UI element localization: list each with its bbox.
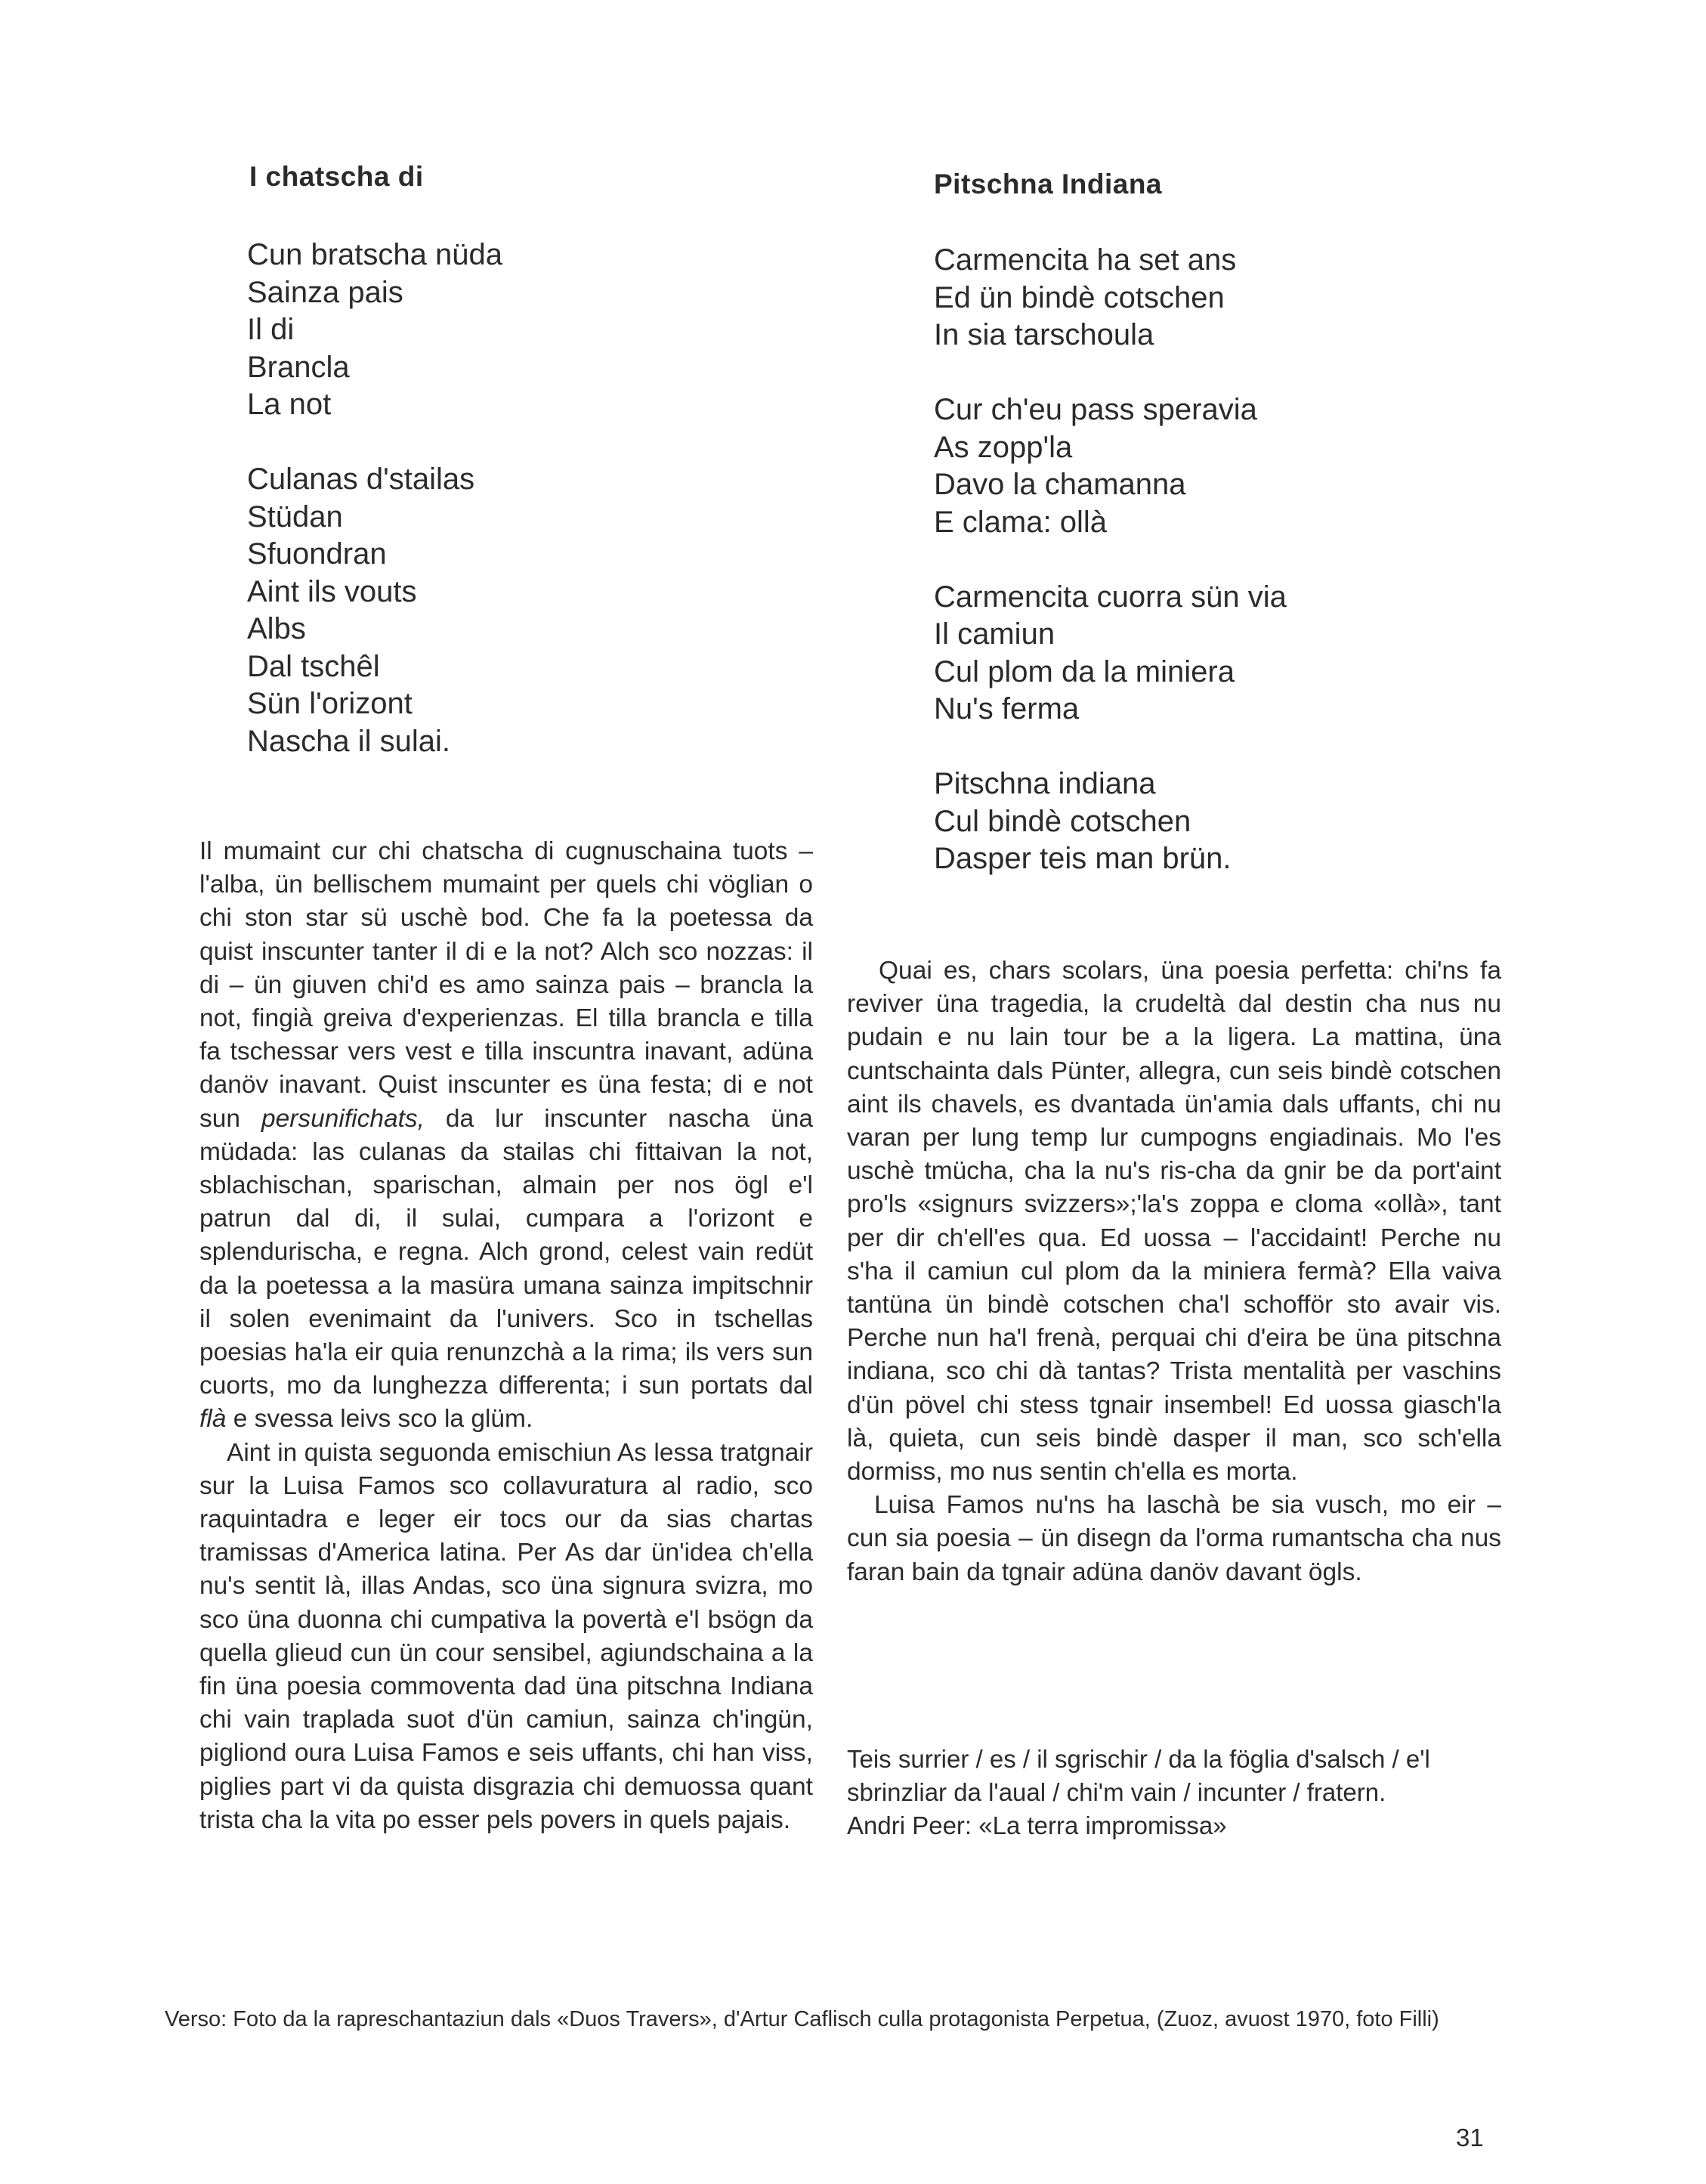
poem-line: Dal tschêl (247, 649, 380, 683)
text-run: e svessa leivs sco la glüm. (233, 1405, 533, 1434)
poem-line: Stüdan (247, 500, 343, 534)
poem-line: Albs (247, 612, 306, 645)
commentary-right (847, 954, 1501, 1589)
text-run: da lur inscunter nascha üna müdada: las culanas da stailas chi fittaivan la not, sblachischan, sparischan, almain per nos ögl e'l patrun dal di, il sulai, cumpara a l'orizont e splendurischa, e regna. Alch grond, celest vain redüt da la poetessa a la masüra umana sainza impitschnir il solen evenimaint da l'univers. Sco in tschellas poesias ha'la eir quia renunzchà a la rima; ils vers sun cuorts, mo da lunghezza differenta; i sun portats dal (199, 1104, 814, 1400)
poem-line: Ed ün bindè cotschen (934, 280, 1225, 314)
stanza (934, 242, 1287, 354)
quote-source: Andri Peer: «La terra impromissa» (847, 1811, 1227, 1839)
poem-line: Cul plom da la miniera (934, 654, 1235, 688)
epigraph-quote (847, 1743, 1501, 1842)
stanza (247, 461, 502, 760)
poem-line: Nu's ferma (934, 692, 1080, 725)
poem-line: Davo la chamanna (934, 468, 1186, 501)
commentary-left (199, 835, 813, 1837)
poem-line: La not (247, 388, 332, 421)
poem-line: Pitschna indiana (934, 767, 1156, 800)
poem-line: Cul bindè cotschen (934, 804, 1191, 838)
paragraph: Luisa Famos nu'ns ha laschà be sia vusch, mo eir – cun sia poesia – ün disegn da l'orma rumantscha cha nus faran bain da tgnair adüna danöv davant ögls. (847, 1491, 1501, 1586)
poem-line: Il di (247, 313, 295, 346)
poem-title-right: Pitschna Indiana (934, 169, 1163, 200)
paragraph: Aint in quista seguonda emischiun As lessa tratgnair sur la Luisa Famos sco collavuratura al radio, sco raquintadra e leger eir tocs our da sias chartas tramissas d'America latina. Per As dar ün'idea ch'ella nu's sentit là, illas Andas, sco üna signura svizra, mo sco üna duonna chi cumpativa la povertà e'l bsögn da quella glieud cun ün cour sensibel, agiundschaina a la fin üna poesia commoventa dad üna pitschna Indiana chi vain traplada suot d'ün camiun, sainza ch'ingün, pigliond oura Luisa Famos e seis uffants, chi han viss, piglies part vi da quista disgrazia chi demuossa quant trista cha la vita po esser pels povers in quels pajais. (199, 1438, 813, 1834)
page-number: 31 (1456, 2124, 1484, 2152)
poem-line: Cun bratscha nüda (247, 238, 503, 271)
poem-line: Sainza pais (247, 275, 403, 309)
poem-line: E clama: ollà (934, 505, 1107, 539)
poem-line: Cur ch'eu pass speravia (934, 393, 1257, 426)
poem-line: Sfuondran (247, 537, 387, 571)
poem-line: Sün l'orizont (247, 687, 413, 720)
paragraph: Quai es, chars scolars, üna poesia perfetta: chi'ns fa reviver üna tragedia, la crudeltà dal destin cha nus nu pudain e nu lain tour be a la ligera. La mattina, üna cuntschainta dals Pünter, allegra, cun seis bindè cotschen aint ils chavels, es dvantada ün'amia dals uffants, chi nu varan per lung temp lur cumpogns engiadinais. Mo l'es uschè tmücha, cha la nu's ris-cha da gnir be da port'aint pro'ls «signurs svizzers»;'la's zoppa e cloma «ollà», tant per dir ch'ell'es qua. Ed uossa – l'accidaint! Perche nu s'ha il camiun cul plom da la miniera fermà? Ella vaiva tantüna ün bindè cotschen cha'l schofför sto avair vis. Perche nun ha'l frenà, perquai chi d'eira be üna pitschna indiana, sco chi dà tantas? Trista mentalità per vaschins d'ün pövel chi stess tgnair insembel! Ed uossa giasch'la là, quieta, cun seis bindè dasper il man, sco sch'ella dormiss, mo nus sentin ch'ella es morta. (847, 957, 1501, 1486)
stanza (934, 391, 1287, 541)
poem-line: In sia tarschoula (934, 318, 1154, 351)
stanza (247, 237, 502, 424)
poem-line: Il camiun (934, 617, 1055, 651)
italic-term: persunifichats, (261, 1104, 425, 1133)
stanza (934, 766, 1287, 878)
poem-left (247, 237, 502, 760)
poem-line: As zopp'la (934, 430, 1073, 464)
italic-term: flà (199, 1405, 227, 1434)
stanza (934, 579, 1287, 729)
poem-line: Brancla (247, 350, 350, 384)
poem-line: Carmencita ha set ans (934, 243, 1237, 277)
poem-title-left: I chatscha di (249, 161, 424, 192)
poem-line: Dasper teis man brün. (934, 842, 1232, 875)
paragraph (199, 835, 813, 1437)
photo-caption: Verso: Foto da la rapreschantaziun dals «Duos Travers», d'Artur Caflisch culla protagonista Perpetua, (Zuoz, avuost 1970, foto Filli) (165, 2007, 1439, 2031)
poem-line: Aint ils vouts (247, 574, 417, 608)
text-run: Il mumaint cur chi chatscha di cugnuschaina tuots – l'alba, ün bellischem mumaint per quels chi vöglian o chi ston star sü uschè bod. Che fa la poetessa da quist inscunter tanter il di e la not? Alch sco nozzas: il di – ün giuven chi'd es amo sainza pais – brancla la not, fingià greiva d'experienzas. El tilla brancla e tilla fa tschessar vers vest e tilla inscuntra inavant, adüna danöv inavant. Quist inscunter es üna festa; di e not sun (199, 837, 813, 1133)
poem-line: Culanas d'stailas (247, 462, 475, 496)
poem-line: Nascha il sulai. (247, 724, 451, 758)
poem-right (934, 242, 1287, 878)
poem-line: Carmencita cuorra sün via (934, 580, 1287, 614)
quote-text: Teis surrier / es / il sgrischir / da la föglia d'salsch / e'l sbrinzliar da l'aual / chi'm vain / incunter / fratern. (847, 1745, 1430, 1806)
